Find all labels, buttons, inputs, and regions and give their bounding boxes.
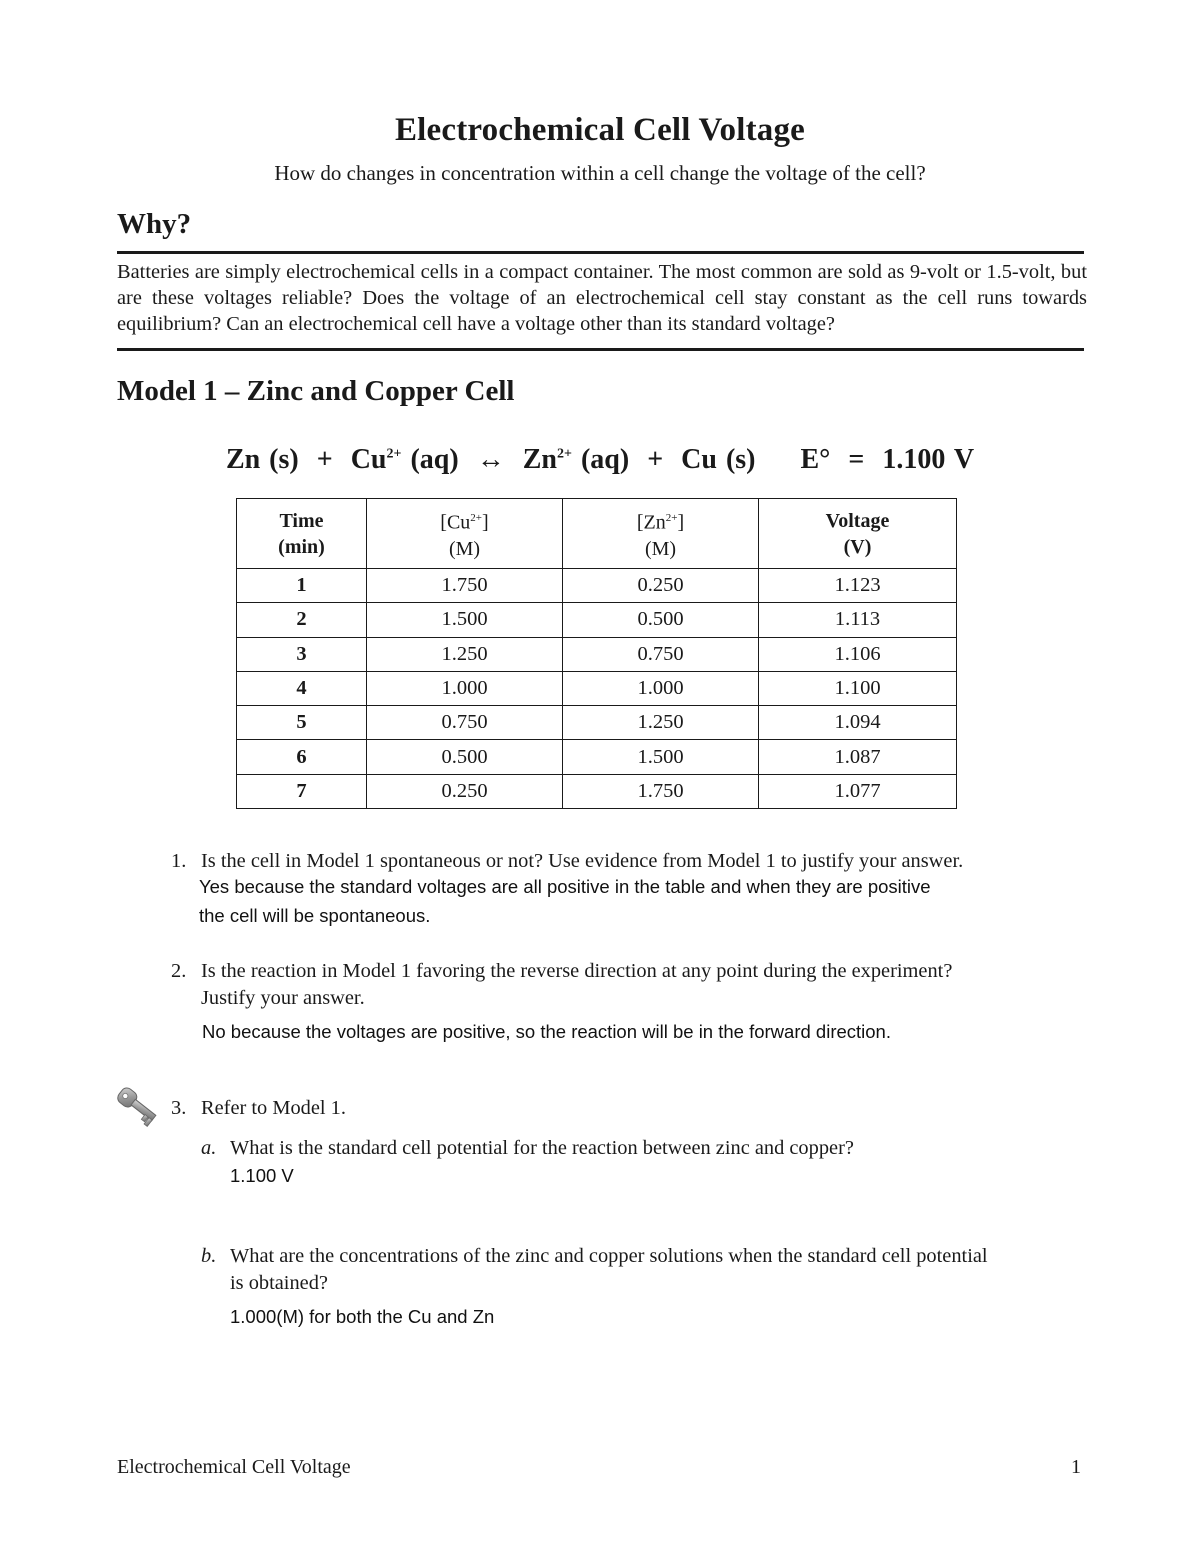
eq-plus: + xyxy=(316,444,333,475)
eq-cu-solid: Cu (s) xyxy=(681,444,756,475)
cell-cu: 1.500 xyxy=(367,603,563,637)
model-heading: Model 1 – Zinc and Copper Cell xyxy=(117,375,515,407)
question-3b-label: b. xyxy=(201,1245,217,1267)
question-3-text: Refer to Model 1. xyxy=(201,1097,346,1119)
question-3a-label: a. xyxy=(201,1137,217,1159)
cell-cu: 1.000 xyxy=(367,671,563,705)
eq-cu-ion: Cu xyxy=(350,444,387,475)
cell-voltage: 1.077 xyxy=(759,774,957,808)
eq-cu-charge: 2+ xyxy=(386,446,402,462)
eq-arrow: ↔ xyxy=(476,444,505,475)
cell-time: 5 xyxy=(237,706,367,740)
cell-zn: 0.750 xyxy=(563,637,759,671)
table-row xyxy=(237,774,957,808)
cell-voltage: 1.106 xyxy=(759,637,957,671)
key-icon xyxy=(112,1085,162,1129)
eq-e-label: E° xyxy=(800,444,831,475)
question-2-number: 2. xyxy=(171,960,187,982)
eq-equals: = xyxy=(848,444,865,475)
cell-cu: 0.500 xyxy=(367,740,563,774)
question-2-text-line2: Justify your answer. xyxy=(201,987,365,1009)
eq-aq: (aq) xyxy=(401,444,459,475)
answer-2[interactable]: No because the voltages are positive, so the reaction will be in the forward direction. xyxy=(202,1021,891,1042)
cell-voltage: 1.094 xyxy=(759,706,957,740)
eq-zn-solid: Zn (s) xyxy=(225,444,299,475)
table-row xyxy=(237,603,957,637)
cell-zn: 1.750 xyxy=(563,774,759,808)
question-3-number: 3. xyxy=(171,1097,187,1119)
answer-3a[interactable]: 1.100 V xyxy=(230,1165,294,1186)
cell-zn: 1.000 xyxy=(563,671,759,705)
answer-1-line2[interactable]: the cell will be spontaneous. xyxy=(199,905,431,926)
cell-time: 2 xyxy=(237,603,367,637)
cell-time: 4 xyxy=(237,671,367,705)
eq-zn-ion: Zn xyxy=(522,444,557,475)
eq-zn-charge: 2+ xyxy=(556,446,572,462)
table-row xyxy=(237,671,957,705)
cell-zn: 1.250 xyxy=(563,706,759,740)
bottom-divider xyxy=(117,348,1084,351)
reaction-equation xyxy=(0,444,1200,476)
cell-voltage: 1.087 xyxy=(759,740,957,774)
header-cu: $[Cu^{2+}]$ (M) xyxy=(367,499,563,569)
cell-time: 7 xyxy=(237,774,367,808)
footer-title: Electrochemical Cell Voltage xyxy=(117,1456,351,1478)
question-1-text: Is the cell in Model 1 spontaneous or not? Use evidence from Model 1 to justify your answer. xyxy=(201,850,964,872)
cell-cu: 1.250 xyxy=(367,637,563,671)
table-row xyxy=(237,569,957,603)
question-2-text-line1: Is the reaction in Model 1 favoring the reverse direction at any point during the experiment? xyxy=(201,960,953,982)
eq-aq: (aq) xyxy=(571,444,630,475)
cell-voltage: 1.100 xyxy=(759,671,957,705)
cell-voltage: 1.113 xyxy=(759,603,957,637)
answer-1-line1[interactable]: Yes because the standard voltages are all positive in the table and when they are positive xyxy=(199,876,931,897)
header-time: Time (min) xyxy=(237,499,367,569)
top-divider xyxy=(117,251,1084,254)
question-3b-text-line1: What are the concentrations of the zinc and copper solutions when the standard cell potential xyxy=(230,1245,988,1267)
page-number: 1 xyxy=(1071,1456,1081,1478)
cell-time: 6 xyxy=(237,740,367,774)
cell-cu: 0.750 xyxy=(367,706,563,740)
data-table xyxy=(236,498,957,809)
eq-plus: + xyxy=(647,444,664,475)
cell-zn: 0.250 xyxy=(563,569,759,603)
cell-zn: 0.500 xyxy=(563,603,759,637)
table-row xyxy=(237,706,957,740)
table-row xyxy=(237,637,957,671)
cell-time: 3 xyxy=(237,637,367,671)
eq-e-value: 1.100 V xyxy=(882,444,975,475)
question-1-number: 1. xyxy=(171,850,187,872)
table-header-row xyxy=(237,499,957,569)
cell-voltage: 1.123 xyxy=(759,569,957,603)
table-row xyxy=(237,740,957,774)
cell-cu: 0.250 xyxy=(367,774,563,808)
page-title: Electrochemical Cell Voltage xyxy=(394,112,806,148)
header-voltage: Voltage (V) xyxy=(759,499,957,569)
answer-3b[interactable]: 1.000(M) for both the Cu and Zn xyxy=(230,1306,495,1327)
why-heading: Why? xyxy=(117,208,192,240)
cell-cu: 1.750 xyxy=(367,569,563,603)
cell-zn: 1.500 xyxy=(563,740,759,774)
question-3a-text: What is the standard cell potential for the reaction between zinc and copper? xyxy=(230,1137,854,1159)
cell-time: 1 xyxy=(237,569,367,603)
header-zn: $[Zn^{2+}]$ (M) xyxy=(563,499,759,569)
page-subtitle: How do changes in concentration within a cell change the voltage of the cell? xyxy=(274,161,926,185)
why-paragraph: Batteries are simply electrochemical cells in a compact container. The most common are sold as 9-volt or 1.5-volt, but are these voltages reliable? Does the voltage of an electrochemical cell stay constant as the cell runs towards equilibrium? Can an electrochemical cell have a voltage other than its standard voltage? xyxy=(117,261,1087,335)
question-3b-text-line2: is obtained? xyxy=(230,1272,328,1294)
